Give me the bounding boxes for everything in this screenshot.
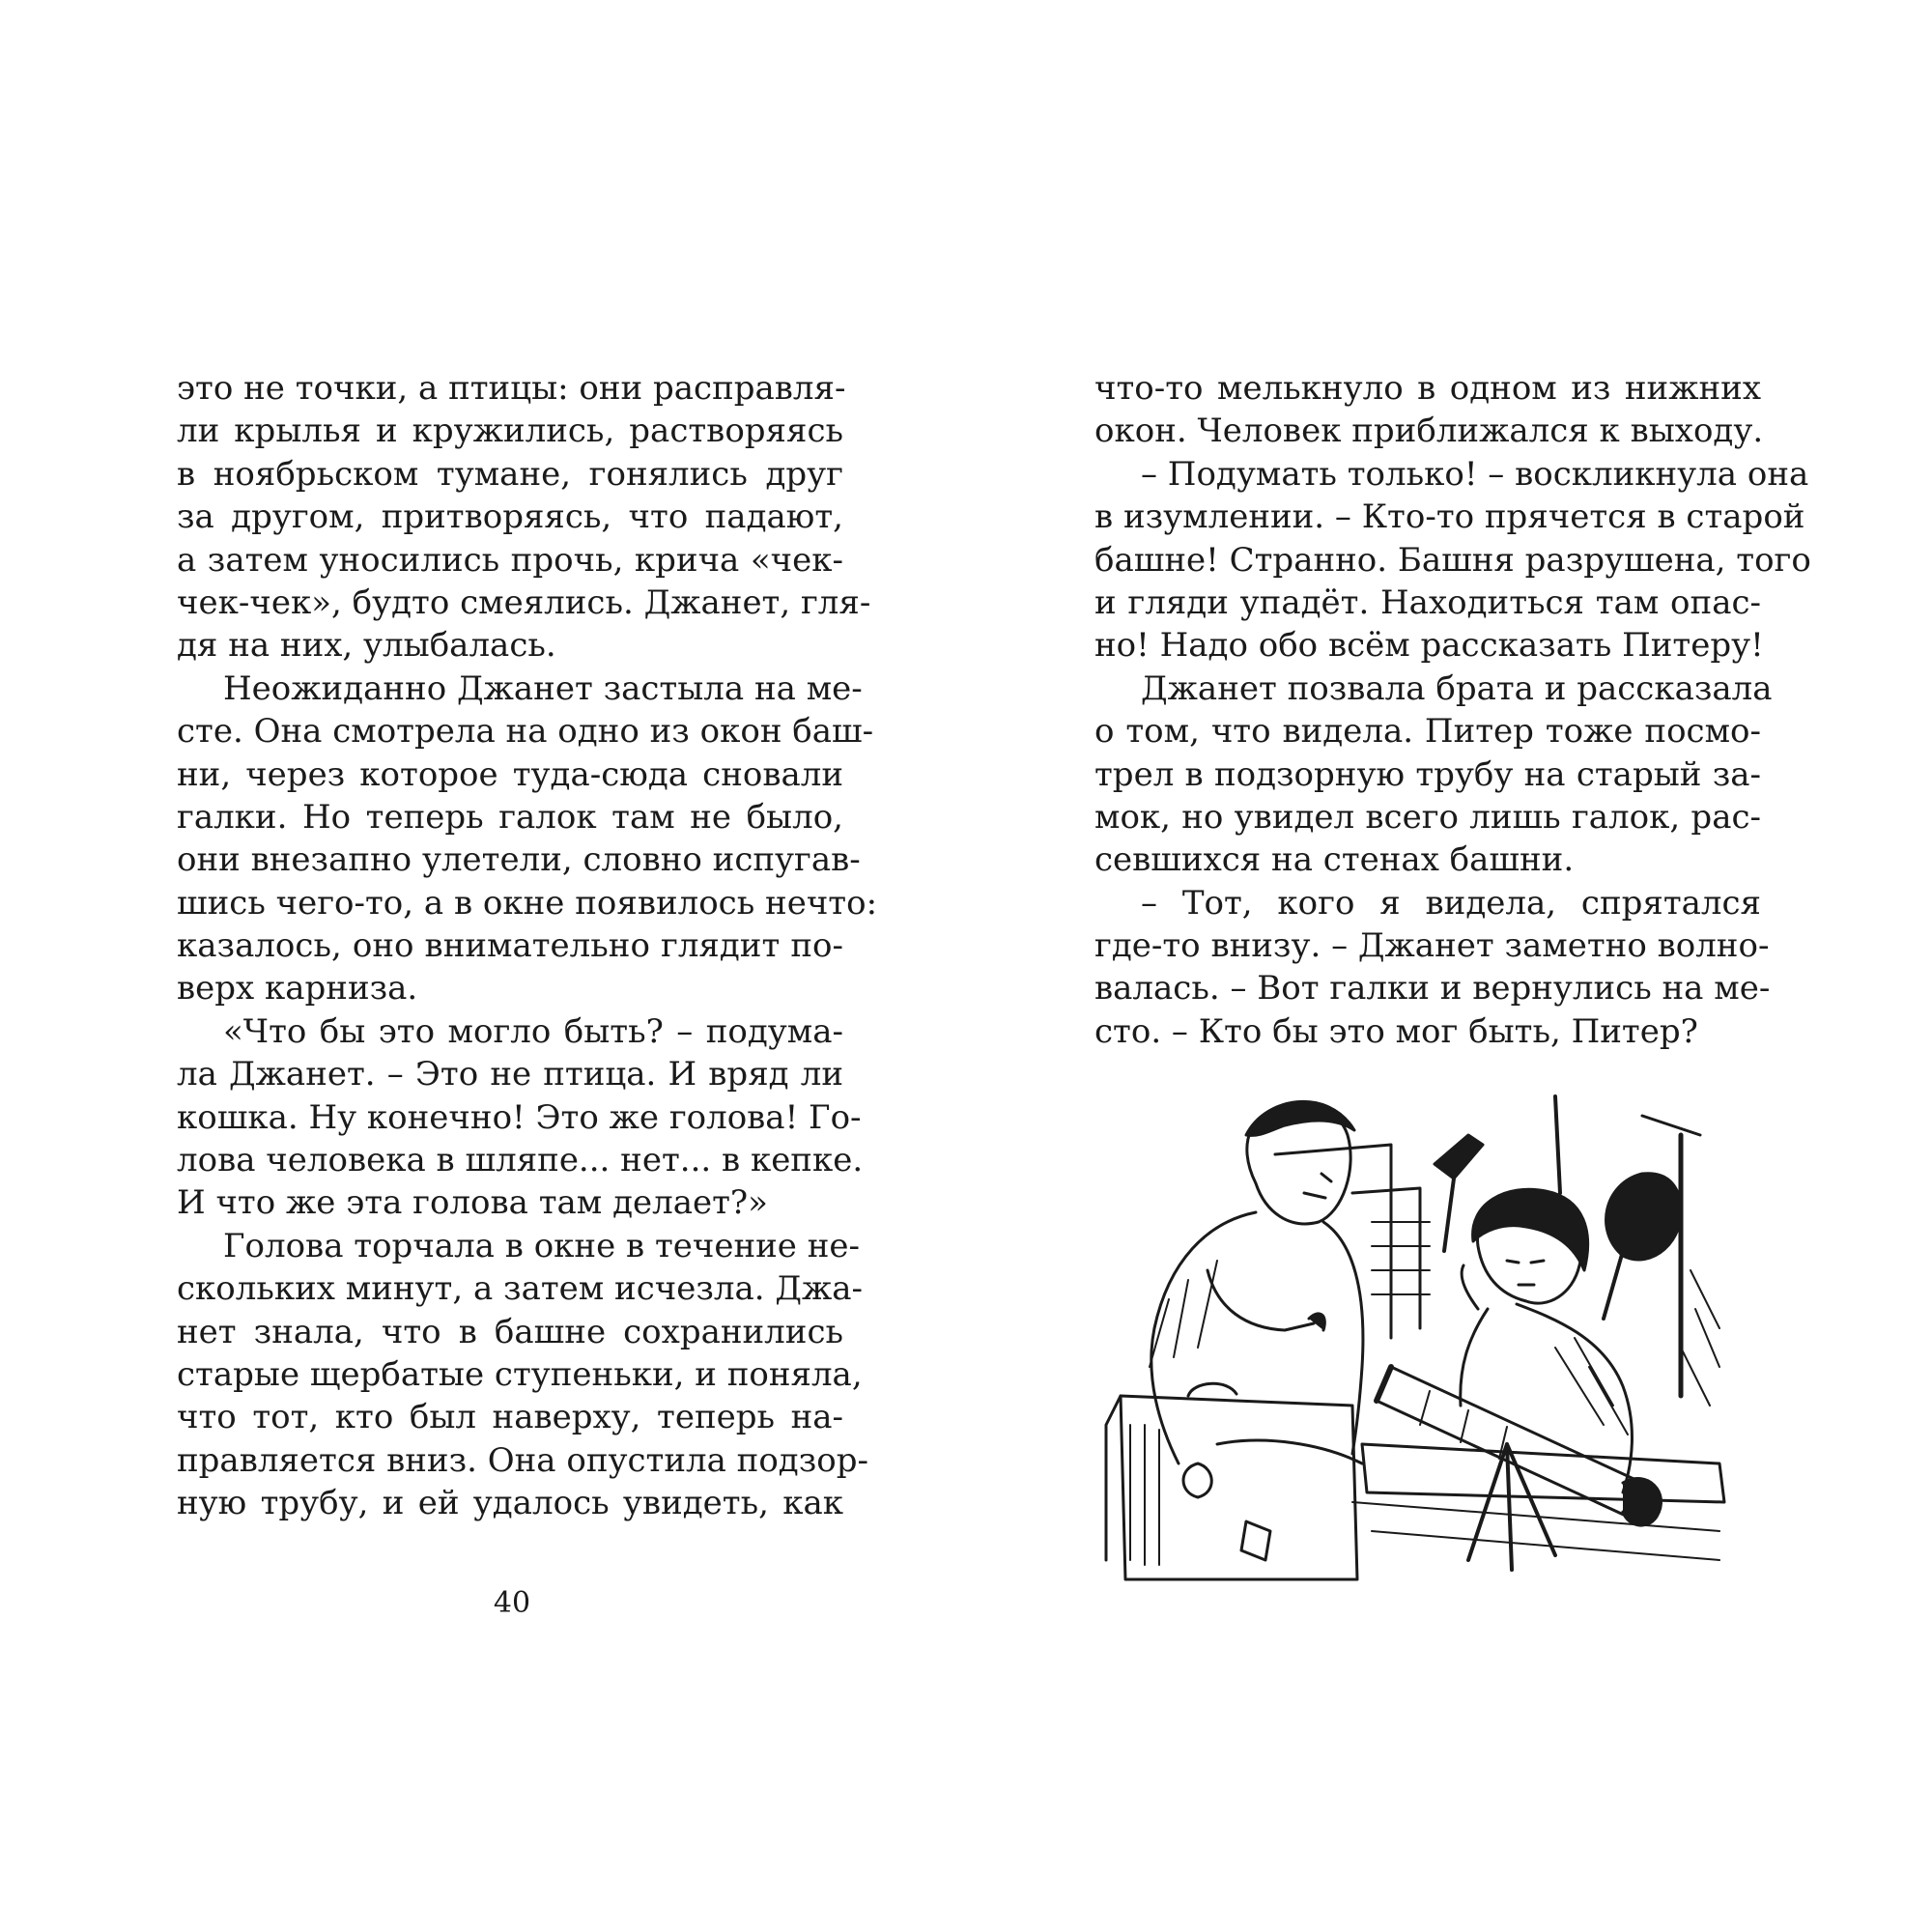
text-line: мок, но увидел всего лишь галок, рас- xyxy=(1094,797,1761,837)
text-line: галки. Но теперь галок там не было, xyxy=(177,797,843,837)
text-line: сто. – Кто бы это мог быть, Питер? xyxy=(1094,1011,1698,1051)
text-line: и гляди упадёт. Находиться там опас- xyxy=(1094,582,1761,622)
text-line: скольких минут, а затем исчезла. Джа- xyxy=(177,1269,864,1309)
text-line: ную трубу, и ей удалось увидеть, как xyxy=(177,1484,843,1523)
text-line: ла Джанет. – Это не птица. И вряд ли xyxy=(177,1055,843,1094)
text-line: они внезапно улетели, словно испугав- xyxy=(177,840,861,880)
text-line: в изумлении. – Кто-то прячется в старой xyxy=(1094,497,1805,537)
text-line: а затем уносились прочь, крича «чек- xyxy=(177,540,843,580)
page-number: 40 xyxy=(493,1586,531,1620)
text-line: старые щербатые ступеньки, и поняла, xyxy=(177,1354,863,1394)
text-line: верх карниза. xyxy=(177,969,418,1009)
text-line: о том, что видела. Питер тоже посмо- xyxy=(1094,712,1761,752)
boy-and-girl-with-telescope-icon xyxy=(1101,1077,1729,1589)
text-line: окон. Человек приближался к выходу. xyxy=(1094,412,1764,451)
left-text-column xyxy=(177,367,878,1525)
text-line: Неожиданно Джанет застыла на ме- xyxy=(223,668,863,708)
text-line: что-то мелькнуло в одном из нижних xyxy=(1094,369,1761,408)
text-line: – Подумать только! – воскликнула она xyxy=(1141,454,1809,494)
text-line: кошка. Ну конечно! Это же голова! Го- xyxy=(177,1097,862,1137)
text-line: казалось, оно внимательно глядит по- xyxy=(177,926,843,966)
text-line: Джанет позвала брата и рассказала xyxy=(1141,668,1773,708)
text-line: И что же эта голова там делает?» xyxy=(177,1183,768,1223)
text-line: севшихся на стенах башни. xyxy=(1094,840,1575,880)
right-text-column xyxy=(1094,367,1811,1053)
text-line: дя на них, улыбалась. xyxy=(177,626,556,666)
text-line: Голова торчала в окне в течение не- xyxy=(223,1226,860,1265)
text-line: «Что бы это могло быть? – подума- xyxy=(223,1011,843,1051)
text-line: ли крылья и кружились, растворяясь xyxy=(177,412,843,451)
text-line: нет знала, что в башне сохранились xyxy=(177,1312,843,1351)
text-line: лова человека в шляпе... нет... в кепке. xyxy=(177,1141,864,1180)
text-line: это не точки, а птицы: они расправля- xyxy=(177,369,846,408)
text-line: чек-чек», будто смеялись. Джанет, гля- xyxy=(177,582,871,622)
text-line: но! Надо обо всём рассказать Питеру! xyxy=(1094,626,1764,666)
text-line: – Тот, кого я видела, спрятался xyxy=(1141,883,1761,923)
text-line: где-то внизу. – Джанет заметно волно- xyxy=(1094,926,1770,966)
text-line: сте. Она смотрела на одно из окон баш- xyxy=(177,712,874,752)
text-line: шись чего-то, а в окне появилось нечто: xyxy=(177,883,878,923)
text-line: башне! Странно. Башня разрушена, того xyxy=(1094,540,1811,580)
text-line: что тот, кто был наверху, теперь на- xyxy=(177,1398,843,1437)
text-line: трел в подзорную трубу на старый за- xyxy=(1094,754,1761,794)
text-line: в ноябрьском тумане, гонялись друг xyxy=(177,454,843,494)
text-line: валась. – Вот галки и вернулись на ме- xyxy=(1094,969,1771,1009)
text-line: за другом, притворяясь, что падают, xyxy=(177,497,843,537)
text-line: ни, через которое туда-сюда сновали xyxy=(177,754,843,794)
text-line: правляется вниз. Она опустила подзор- xyxy=(177,1440,869,1480)
